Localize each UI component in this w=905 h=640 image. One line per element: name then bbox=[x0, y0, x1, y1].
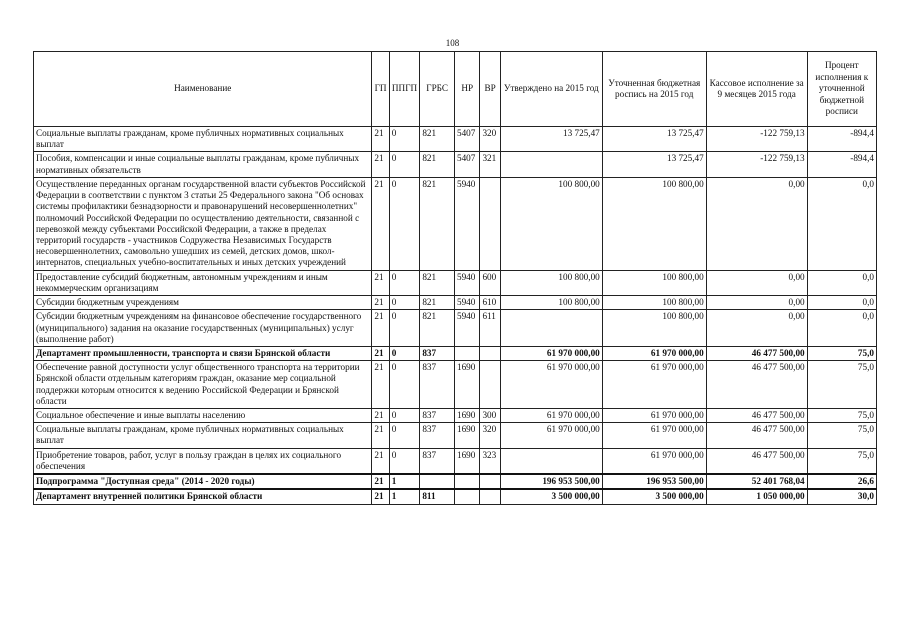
cell-ppgp: 0 bbox=[389, 177, 420, 270]
cell-percent: 0,0 bbox=[807, 177, 876, 270]
header-nr: НР bbox=[454, 52, 479, 127]
cell-name: Департамент промышленности, транспорта и связи Брянской области bbox=[34, 346, 372, 360]
cell-grbs: 837 bbox=[420, 346, 455, 360]
cell-grbs: 837 bbox=[420, 448, 455, 474]
table-row bbox=[34, 177, 877, 270]
cell-percent: -894,4 bbox=[807, 152, 876, 177]
cell-ppgp: 0 bbox=[389, 346, 420, 360]
table-row bbox=[34, 152, 877, 177]
cell-grbs: 811 bbox=[420, 489, 455, 504]
cell-percent: 75,0 bbox=[807, 361, 876, 409]
cell-approved: 61 970 000,00 bbox=[500, 346, 602, 360]
table-row bbox=[34, 448, 877, 474]
cell-gp: 21 bbox=[372, 489, 389, 504]
cell-vr bbox=[480, 361, 500, 409]
cell-vr: 300 bbox=[480, 409, 500, 423]
cell-approved: 61 970 000,00 bbox=[500, 423, 602, 448]
cell-percent: 75,0 bbox=[807, 346, 876, 360]
cell-vr: 320 bbox=[480, 127, 500, 152]
header-vr: ВР bbox=[480, 52, 500, 127]
cell-name: Подпрограмма "Доступная среда" (2014 - 2020 годы) bbox=[34, 474, 372, 489]
cell-approved: 61 970 000,00 bbox=[500, 409, 602, 423]
cell-approved bbox=[500, 152, 602, 177]
cell-refined: 100 800,00 bbox=[602, 270, 706, 295]
cell-ppgp: 0 bbox=[389, 270, 420, 295]
cell-refined: 61 970 000,00 bbox=[602, 423, 706, 448]
cell-nr: 1690 bbox=[454, 423, 479, 448]
cell-name: Субсидии бюджетным учреждениям bbox=[34, 296, 372, 310]
cell-refined: 61 970 000,00 bbox=[602, 361, 706, 409]
cell-grbs: 837 bbox=[420, 423, 455, 448]
table-row bbox=[34, 296, 877, 310]
header-grbs: ГРБС bbox=[420, 52, 455, 127]
cell-refined: 100 800,00 bbox=[602, 310, 706, 347]
cell-ppgp: 1 bbox=[389, 474, 420, 489]
cell-nr: 5407 bbox=[454, 127, 479, 152]
table-header-row bbox=[34, 52, 877, 127]
cell-name: Пособия, компенсации и иные социальные выплаты гражданам, кроме публичных нормативных обязательств bbox=[34, 152, 372, 177]
cell-approved bbox=[500, 310, 602, 347]
cell-vr: 323 bbox=[480, 448, 500, 474]
cell-approved: 100 800,00 bbox=[500, 296, 602, 310]
cell-name: Социальное обеспечение и иные выплаты населению bbox=[34, 409, 372, 423]
table-body bbox=[34, 127, 877, 505]
cell-nr bbox=[454, 346, 479, 360]
cell-ppgp: 0 bbox=[389, 152, 420, 177]
table-row bbox=[34, 423, 877, 448]
cell-name: Социальные выплаты гражданам, кроме публичных нормативных социальных выплат bbox=[34, 423, 372, 448]
cell-name: Социальные выплаты гражданам, кроме публичных нормативных социальных выплат bbox=[34, 127, 372, 152]
cell-approved: 100 800,00 bbox=[500, 177, 602, 270]
cell-nr: 5940 bbox=[454, 177, 479, 270]
cell-ppgp: 0 bbox=[389, 361, 420, 409]
cell-vr bbox=[480, 489, 500, 504]
cell-grbs: 837 bbox=[420, 361, 455, 409]
cell-percent: 0,0 bbox=[807, 296, 876, 310]
cell-gp: 21 bbox=[372, 310, 389, 347]
cell-vr: 321 bbox=[480, 152, 500, 177]
cell-name: Осуществление переданных органам государственной власти субъектов Российской Федерации в соответствии с пунктом 3 статьи 25 Федерального закона "Об основах системы профилактики безнадзорности и правонарушений несовершеннолетних" полномочий Российской Федерации по осуществлению деятельности, связанной с перевозкой между субъектами Российской Федерации, а также в пределах территорий государств - участников Содружества Независимых Государств несовершеннолетних, самовольно ушедших из семей, детских домов, школ-интернатов, специальных учебно-воспитательных и иных детских учреждений bbox=[34, 177, 372, 270]
cell-grbs: 821 bbox=[420, 177, 455, 270]
cell-nr: 5940 bbox=[454, 296, 479, 310]
cell-percent: 0,0 bbox=[807, 270, 876, 295]
table-row bbox=[34, 310, 877, 347]
cell-nr bbox=[454, 489, 479, 504]
cell-ppgp: 0 bbox=[389, 296, 420, 310]
cell-gp: 21 bbox=[372, 423, 389, 448]
cell-ppgp: 0 bbox=[389, 310, 420, 347]
cell-name: Предоставление субсидий бюджетным, автономным учреждениям и иным некоммерческим организациям bbox=[34, 270, 372, 295]
cell-percent: -894,4 bbox=[807, 127, 876, 152]
cell-gp: 21 bbox=[372, 177, 389, 270]
cell-percent: 0,0 bbox=[807, 310, 876, 347]
cell-nr bbox=[454, 474, 479, 489]
cell-gp: 21 bbox=[372, 296, 389, 310]
table-row bbox=[34, 474, 877, 489]
cell-name: Приобретение товаров, работ, услуг в пользу граждан в целях их социального обеспечения bbox=[34, 448, 372, 474]
cell-cash: 46 477 500,00 bbox=[706, 448, 807, 474]
cell-refined: 100 800,00 bbox=[602, 177, 706, 270]
cell-gp: 21 bbox=[372, 448, 389, 474]
cell-vr: 320 bbox=[480, 423, 500, 448]
cell-vr bbox=[480, 474, 500, 489]
cell-gp: 21 bbox=[372, 474, 389, 489]
cell-vr: 610 bbox=[480, 296, 500, 310]
table-row bbox=[34, 489, 877, 504]
cell-vr bbox=[480, 177, 500, 270]
cell-refined: 100 800,00 bbox=[602, 296, 706, 310]
cell-vr bbox=[480, 346, 500, 360]
cell-cash: 46 477 500,00 bbox=[706, 423, 807, 448]
header-approved: Утверждено на 2015 год bbox=[500, 52, 602, 127]
cell-vr: 600 bbox=[480, 270, 500, 295]
table-row bbox=[34, 127, 877, 152]
header-percent: Процент исполнения к уточненной бюджетной росписи bbox=[807, 52, 876, 127]
cell-cash: 46 477 500,00 bbox=[706, 409, 807, 423]
cell-refined: 13 725,47 bbox=[602, 152, 706, 177]
cell-percent: 26,6 bbox=[807, 474, 876, 489]
cell-gp: 21 bbox=[372, 127, 389, 152]
cell-ppgp: 0 bbox=[389, 409, 420, 423]
cell-ppgp: 0 bbox=[389, 448, 420, 474]
cell-approved bbox=[500, 448, 602, 474]
header-ppgp: ППГП bbox=[389, 52, 420, 127]
cell-refined: 61 970 000,00 bbox=[602, 409, 706, 423]
header-refined: Уточненная бюджетная роспись на 2015 год bbox=[602, 52, 706, 127]
cell-gp: 21 bbox=[372, 409, 389, 423]
cell-approved: 61 970 000,00 bbox=[500, 361, 602, 409]
cell-approved: 3 500 000,00 bbox=[500, 489, 602, 504]
table-row bbox=[34, 361, 877, 409]
cell-refined: 196 953 500,00 bbox=[602, 474, 706, 489]
cell-nr: 5940 bbox=[454, 270, 479, 295]
cell-grbs: 821 bbox=[420, 310, 455, 347]
cell-cash: 46 477 500,00 bbox=[706, 346, 807, 360]
cell-grbs: 821 bbox=[420, 127, 455, 152]
budget-execution-table bbox=[33, 51, 877, 505]
cell-approved: 196 953 500,00 bbox=[500, 474, 602, 489]
cell-nr: 1690 bbox=[454, 361, 479, 409]
cell-gp: 21 bbox=[372, 152, 389, 177]
cell-nr: 5407 bbox=[454, 152, 479, 177]
cell-grbs bbox=[420, 474, 455, 489]
cell-cash: 46 477 500,00 bbox=[706, 361, 807, 409]
cell-ppgp: 0 bbox=[389, 423, 420, 448]
cell-refined: 3 500 000,00 bbox=[602, 489, 706, 504]
cell-cash: 0,00 bbox=[706, 310, 807, 347]
cell-cash: 52 401 768,04 bbox=[706, 474, 807, 489]
cell-name: Обеспечение равной доступности услуг общественного транспорта на территории Брянской области отдельным категориям граждан, оказание мер социальной поддержки которым относится к ведению Российской Федерации и Брянской области bbox=[34, 361, 372, 409]
table-row bbox=[34, 409, 877, 423]
cell-grbs: 837 bbox=[420, 409, 455, 423]
cell-refined: 61 970 000,00 bbox=[602, 346, 706, 360]
cell-percent: 30,0 bbox=[807, 489, 876, 504]
cell-refined: 61 970 000,00 bbox=[602, 448, 706, 474]
cell-ppgp: 0 bbox=[389, 127, 420, 152]
cell-cash: 1 050 000,00 bbox=[706, 489, 807, 504]
cell-gp: 21 bbox=[372, 346, 389, 360]
table-row bbox=[34, 346, 877, 360]
cell-name: Субсидии бюджетным учреждениям на финансовое обеспечение государственного (муниципального) задания на оказание государственных (муниципальных) услуг (выполнение работ) bbox=[34, 310, 372, 347]
header-gp: ГП bbox=[372, 52, 389, 127]
cell-cash: 0,00 bbox=[706, 177, 807, 270]
cell-gp: 21 bbox=[372, 270, 389, 295]
cell-nr: 1690 bbox=[454, 448, 479, 474]
cell-ppgp: 1 bbox=[389, 489, 420, 504]
header-name: Наименование bbox=[34, 52, 372, 127]
cell-percent: 75,0 bbox=[807, 448, 876, 474]
cell-percent: 75,0 bbox=[807, 423, 876, 448]
cell-approved: 13 725,47 bbox=[500, 127, 602, 152]
cell-percent: 75,0 bbox=[807, 409, 876, 423]
cell-grbs: 821 bbox=[420, 270, 455, 295]
header-cash: Кассовое исполнение за 9 месяцев 2015 года bbox=[706, 52, 807, 127]
cell-gp: 21 bbox=[372, 361, 389, 409]
cell-cash: -122 759,13 bbox=[706, 127, 807, 152]
cell-approved: 100 800,00 bbox=[500, 270, 602, 295]
cell-refined: 13 725,47 bbox=[602, 127, 706, 152]
cell-cash: 0,00 bbox=[706, 270, 807, 295]
cell-cash: 0,00 bbox=[706, 296, 807, 310]
cell-nr: 1690 bbox=[454, 409, 479, 423]
cell-nr: 5940 bbox=[454, 310, 479, 347]
cell-grbs: 821 bbox=[420, 296, 455, 310]
table-row bbox=[34, 270, 877, 295]
page-number: 108 bbox=[445, 38, 460, 48]
cell-vr: 611 bbox=[480, 310, 500, 347]
cell-cash: -122 759,13 bbox=[706, 152, 807, 177]
cell-name: Департамент внутренней политики Брянской области bbox=[34, 489, 372, 504]
cell-grbs: 821 bbox=[420, 152, 455, 177]
